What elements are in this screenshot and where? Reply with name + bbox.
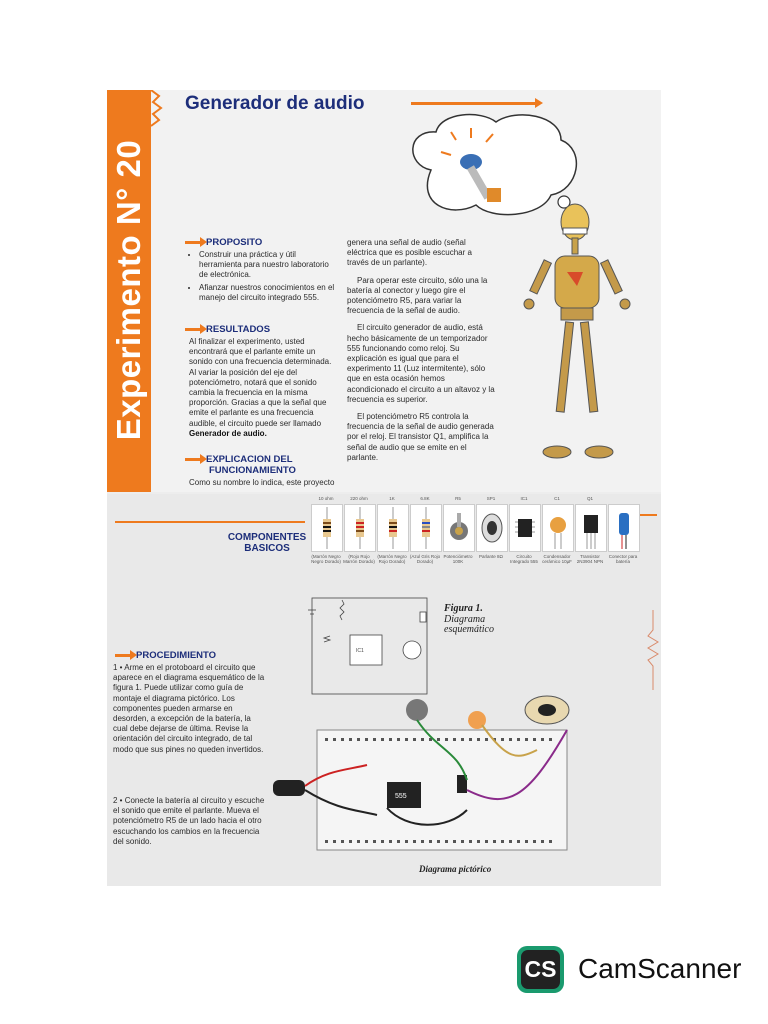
orange-rule — [115, 521, 305, 523]
ic-chip-icon — [509, 504, 541, 552]
componentes-title-2: BASICOS — [244, 543, 290, 554]
resultados-bold: Generador de audio. — [189, 428, 267, 438]
component-caption: C1 — [554, 496, 560, 501]
arrow-icon — [115, 654, 133, 657]
resistor-icon — [410, 504, 442, 552]
speaker-icon — [476, 504, 508, 552]
component-desc: Condensador cerámico 10µF — [542, 554, 572, 564]
camscanner-logo — [517, 946, 564, 993]
capacitor-icon — [542, 504, 574, 552]
right-paragraph: genera una señal de audio (señal eléctrica que es posible escuchar a través de un parlante). — [347, 238, 472, 268]
side-banner — [107, 90, 151, 492]
zigzag-decoration — [647, 610, 659, 690]
component-caption: IC1 — [520, 496, 528, 501]
component-tile — [574, 496, 606, 576]
scanned-page — [107, 90, 661, 886]
component-desc: (Marrón Negro Negro Dorado) — [311, 554, 341, 564]
explicacion-heading — [185, 454, 296, 476]
potentiometer-icon — [443, 504, 475, 552]
transistor-icon — [575, 504, 607, 552]
camscanner-logo-text: CS — [521, 950, 560, 989]
component-desc: (Rojo Rojo Marrón Dorado) — [343, 554, 375, 564]
component-tile — [541, 496, 573, 576]
procedimiento-heading — [115, 650, 216, 661]
figure-line-2: esquemático — [444, 624, 494, 635]
right-paragraph: Para operar este circuito, sólo una la batería al conector y luego gire el potenciómetro R5, para variar la frecuencia de la señal de audio. — [347, 275, 488, 316]
figure-caption — [444, 604, 494, 636]
resistor-icon — [311, 504, 343, 552]
resultados-paragraph: Al finalizar el experimento, usted encontrará que el parlante emite un sonido con una frecuencia determinada. Al variar la posición del eje del potenciómetro, notará que el sonido cambia la frecuencia en la misma proporción. Gracias a que la señal que emite el parlante es una frecuencia audible, el circuito puede ser llamado — [189, 337, 332, 428]
procedimiento-step-2: 2 • Conecte la batería al circuito y escuche el sonido que emite el parlante. Mueva el potenciómetro R5 de un lado hacia el otro escuchando los cambios en la frecuencia del sonido. — [113, 796, 265, 846]
proposito-heading-text: PROPOSITO — [206, 237, 263, 248]
component-desc: Conector para batería — [608, 554, 638, 564]
right-column — [347, 238, 495, 463]
explicacion-heading-1: EXPLICACION DEL — [206, 454, 293, 465]
page-title: Generador de audio — [185, 93, 365, 114]
title-underline — [411, 102, 537, 105]
arrow-icon — [185, 328, 203, 331]
explicacion-heading-2: FUNCIONAMIENTO — [209, 465, 296, 476]
resultados-heading-text: RESULTADOS — [206, 324, 271, 335]
component-caption: SP1 — [486, 496, 496, 501]
component-tile — [508, 496, 540, 576]
right-paragraph: El potenciómetro R5 controla la frecuencia de la señal de audio generada por el reloj. El transistor Q1, amplifica la señal de audio que se emite en el parlante. — [347, 412, 494, 462]
component-caption: Q1 — [586, 496, 593, 501]
component-caption: 1K — [389, 496, 395, 501]
arrow-icon — [185, 241, 203, 244]
schematic-diagram — [302, 590, 437, 705]
proposito-item: • Afianzar nuestros conocimientos en el manejo del circuito integrado 555. — [199, 283, 337, 303]
right-paragraph: El circuito generador de audio, está hecho básicamente de un temporizador 555 funcionando como reloj. Su explicación es igual que para el experimento 11 (Luz intermitente), sólo que en esta ocasión hemos acondicionado el circuito a un altavoz y la frecuencia es superior. — [347, 323, 495, 404]
component-caption: 10 ohm — [318, 496, 334, 501]
resultados-text — [189, 337, 337, 439]
resistor-icon — [344, 504, 376, 552]
component-tile — [376, 496, 408, 576]
component-desc: Transistor 2N3904 NPN — [576, 554, 604, 564]
orange-rule — [637, 514, 657, 516]
component-tile — [475, 496, 507, 576]
proposito-item: • Construir una práctica y útil herramienta para nuestro laboratorio de electrónica. — [199, 250, 337, 281]
component-desc: Parlante 8Ω — [479, 554, 503, 559]
component-desc: Circuito Integrado 555 — [510, 554, 538, 564]
component-caption: 6.8K — [420, 496, 430, 501]
svg-text:IC1: IC1 — [356, 648, 364, 654]
component-tile — [343, 496, 375, 576]
component-desc: (Marrón Negro Rojo Dorado) — [377, 554, 407, 564]
zigzag-decoration — [151, 90, 165, 130]
component-desc: Potenciómetro 100K — [443, 554, 473, 564]
pictorial-diagram — [267, 690, 657, 860]
resultados-heading — [185, 324, 270, 335]
proposito-list — [189, 250, 337, 305]
figure-line-1: Diagrama — [444, 613, 486, 625]
component-caption: R5 — [455, 496, 461, 501]
component-caption: 220 ohm — [350, 496, 368, 501]
componentes-title-1: COMPONENTES — [227, 532, 307, 543]
battery-connector-icon — [608, 504, 640, 552]
component-tile — [310, 496, 342, 576]
component-tile — [409, 496, 441, 576]
figure-title: Figura 1. — [444, 603, 483, 614]
component-tile — [442, 496, 474, 576]
component-desc: (Azul Gris Rojo Dorado) — [409, 554, 441, 564]
procedimiento-step-1: 1 • Arme en el protoboard el circuito que aparece en el diagrama esquemático de la figura 1. Puede utilizar como guía de montaje el diagrama pictórico. Los componentes pueden armarse en desorden, a excepción de la batería, la cual debe dejarse de última. Revise la orientación del circuito integrado, de tal modo que sus pines no queden invertidos. — [113, 663, 265, 754]
proposito-heading — [185, 237, 262, 248]
experiment-label: Experimento N° 20 — [110, 139, 147, 441]
robot-illustration — [515, 190, 655, 490]
camscanner-name: CamScanner — [578, 953, 742, 984]
arrow-icon — [185, 458, 203, 461]
resistor-icon — [377, 504, 409, 552]
component-tile — [607, 496, 639, 576]
procedimiento-heading-text: PROCEDIMIENTO — [136, 650, 217, 661]
explicacion-text: Como su nombre lo indica, este proyecto — [189, 478, 335, 487]
pictorico-caption: Diagrama pictórico — [419, 864, 492, 874]
svg-text:555: 555 — [395, 793, 407, 800]
